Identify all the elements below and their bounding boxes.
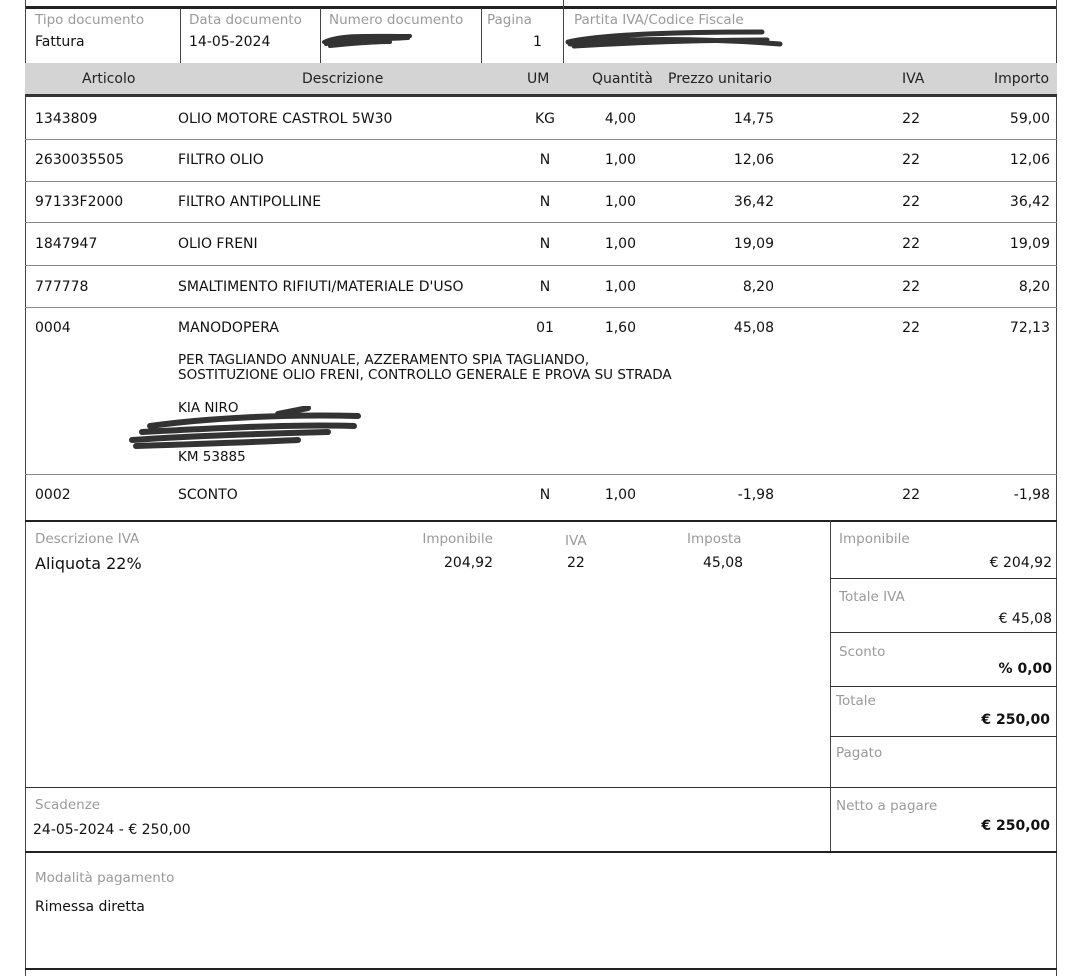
cell-iva: 22: [902, 194, 920, 210]
partita-iva-label: Partita IVA/Codice Fiscale: [574, 12, 744, 28]
cell-quantita: 1,00: [604, 194, 636, 210]
imponibile-value: 204,92: [444, 555, 493, 571]
cell-prezzo: 8,20: [742, 279, 774, 295]
cell-quantita: 1,00: [604, 487, 636, 503]
pagato-label: Pagato: [836, 745, 883, 761]
cell-iva: 22: [902, 111, 920, 127]
cell-importo: 59,00: [1009, 111, 1050, 127]
cell-iva: 22: [902, 236, 920, 252]
col-iva: IVA: [902, 71, 925, 87]
col-importo: Importo: [994, 71, 1050, 87]
cell-descrizione: FILTRO OLIO: [178, 152, 264, 168]
cell-prezzo: 45,08: [733, 320, 774, 336]
cell-um: N: [539, 279, 551, 295]
col-um: UM: [527, 71, 550, 87]
cell-prezzo: -1,98: [737, 487, 774, 503]
iva-value: 22: [567, 555, 585, 571]
table-header: [25, 63, 1057, 97]
cell-iva: 22: [902, 279, 920, 295]
cell-articolo: 1847947: [35, 236, 98, 252]
col-prezzo-unitario: Prezzo unitario: [668, 71, 772, 87]
cell-prezzo: 14,75: [733, 111, 774, 127]
cell-importo: 8,20: [1018, 279, 1050, 295]
cell-quantita: 1,60: [604, 320, 636, 336]
imposta-value: 45,08: [703, 555, 744, 571]
cell-iva: 22: [902, 320, 920, 336]
cell-descrizione: OLIO MOTORE CASTROL 5W30: [178, 111, 393, 127]
cell-prezzo: 36,42: [733, 194, 774, 210]
col-quantita: Quantità: [592, 71, 653, 87]
redaction-scribble: [128, 406, 368, 452]
cell-articolo: 2630035505: [35, 152, 125, 168]
cell-quantita: 4,00: [604, 111, 636, 127]
modalita-pagamento-value: Rimessa diretta: [35, 899, 145, 915]
tipo-documento-value: Fattura: [35, 34, 85, 50]
netto-a-pagare-value: € 250,00: [981, 818, 1050, 834]
cell-importo: 36,42: [1009, 194, 1050, 210]
vehicle-model: KIA NIRO: [178, 400, 239, 416]
cell-importo: 12,06: [1009, 152, 1050, 168]
scadenze-value: 24-05-2024 - € 250,00: [33, 822, 191, 838]
imponibile-label: Imponibile: [422, 531, 493, 547]
cell-descrizione: FILTRO ANTIPOLLINE: [178, 194, 322, 210]
descrizione-iva-label: Descrizione IVA: [35, 531, 140, 547]
cell-prezzo: 19,09: [733, 236, 774, 252]
imposta-label: Imposta: [687, 531, 742, 547]
pagina-label: Pagina: [487, 12, 532, 28]
modalita-pagamento-label: Modalità pagamento: [35, 870, 175, 886]
sconto-value: % 0,00: [998, 661, 1052, 677]
pagina-value: 1: [533, 34, 542, 50]
cell-um: N: [539, 152, 551, 168]
data-documento-value: 14-05-2024: [189, 34, 271, 50]
cell-quantita: 1,00: [604, 236, 636, 252]
netto-a-pagare-label: Netto a pagare: [836, 798, 938, 814]
cell-um: N: [539, 236, 551, 252]
redaction-scribble: [320, 30, 420, 50]
totale-iva-value: € 45,08: [998, 611, 1052, 627]
sconto-label: Sconto: [839, 644, 886, 660]
cell-um: N: [539, 487, 551, 503]
cell-um: 01: [536, 320, 554, 336]
cell-um: N: [539, 194, 551, 210]
col-descrizione: Descrizione: [302, 71, 384, 87]
cell-articolo: 1343809: [35, 111, 98, 127]
totali-imponibile-value: € 204,92: [989, 555, 1052, 571]
col-articolo: Articolo: [82, 71, 136, 87]
cell-descrizione: MANODOPERA: [178, 320, 279, 336]
iva-label: IVA: [565, 533, 587, 549]
totali-imponibile-label: Imponibile: [839, 531, 910, 547]
cell-um: KG: [534, 111, 556, 127]
cell-articolo: 97133F2000: [35, 194, 124, 210]
cell-iva: 22: [902, 152, 920, 168]
cell-prezzo: 12,06: [733, 152, 774, 168]
redaction-scribble: [562, 26, 792, 52]
data-documento-label: Data documento: [189, 12, 302, 28]
tipo-documento-label: Tipo documento: [35, 12, 145, 28]
vehicle-km: KM 53885: [178, 449, 246, 465]
cell-iva: 22: [902, 487, 920, 503]
aliquota-value: Aliquota 22%: [35, 554, 142, 573]
numero-documento-label: Numero documento: [329, 12, 464, 28]
totale-label: Totale: [836, 693, 876, 709]
cell-quantita: 1,00: [604, 152, 636, 168]
cell-articolo: 0004: [35, 320, 71, 336]
totale-value: € 250,00: [981, 712, 1050, 728]
cell-importo: 19,09: [1009, 236, 1050, 252]
cell-descrizione: SMALTIMENTO RIFIUTI/MATERIALE D'USO: [178, 279, 464, 295]
cell-importo: -1,98: [1013, 487, 1050, 503]
totale-iva-label: Totale IVA: [839, 589, 905, 605]
cell-quantita: 1,00: [604, 279, 636, 295]
cell-descrizione: OLIO FRENI: [178, 236, 258, 252]
manodopera-note-line1: PER TAGLIANDO ANNUALE, AZZERAMENTO SPIA TAGLIANDO,: [178, 352, 590, 368]
cell-importo: 72,13: [1009, 320, 1050, 336]
cell-articolo: 0002: [35, 487, 71, 503]
scadenze-label: Scadenze: [35, 797, 101, 813]
cell-descrizione: SCONTO: [178, 487, 238, 503]
manodopera-note-line2: SOSTITUZIONE OLIO FRENI, CONTROLLO GENERALE E PROVA SU STRADA: [178, 367, 672, 383]
cell-articolo: 777778: [35, 279, 89, 295]
